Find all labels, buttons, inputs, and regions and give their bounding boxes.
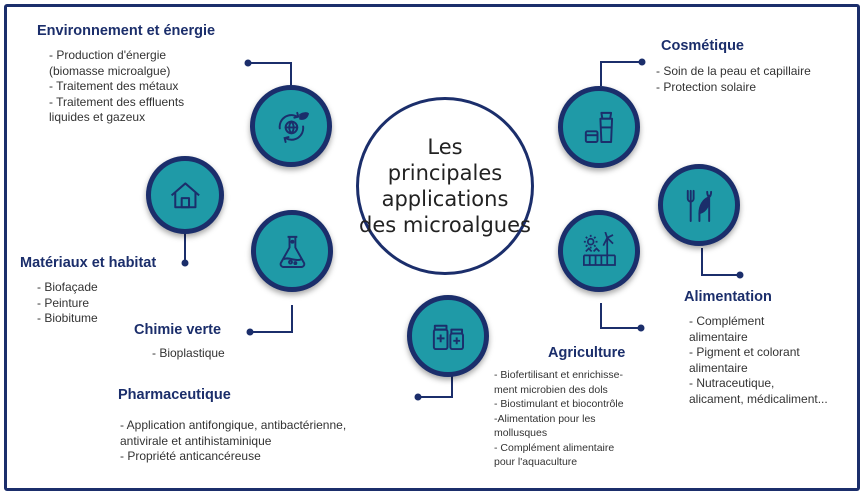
chimie-circle (251, 210, 333, 292)
farm-windmill-icon (580, 232, 619, 271)
materiaux-circle (146, 156, 224, 234)
pharmaceutique-title: Pharmaceutique (118, 387, 231, 403)
list-item: - Application antifongique, antibactérienne, (120, 418, 347, 432)
list-item: alimentaire (689, 329, 748, 344)
connector-cosmetique (601, 62, 642, 86)
list-item: - Biofaçade (37, 280, 98, 294)
environnement-title: Environnement et énergie (37, 23, 216, 39)
list-item: mollusques (494, 427, 548, 439)
chimie-title: Chimie verte (134, 322, 222, 338)
list-item: - Bioplastique (152, 346, 225, 360)
agriculture-title: Agriculture (548, 345, 626, 361)
list-item: (biomasse microalgue) (49, 63, 171, 78)
flask-icon (273, 232, 312, 271)
agriculture-list (494, 368, 624, 470)
pharmaceutique-list (120, 418, 346, 465)
connector-agriculture (601, 303, 641, 328)
list-item: - Peinture (37, 295, 90, 310)
cosmetique-title: Cosmétique (661, 38, 744, 54)
list-item: - Traitement des métaux (49, 79, 179, 93)
alimentation-circle (658, 164, 740, 246)
materiaux-list (37, 280, 98, 327)
list-item: - Biostimulant et biocontrôle (494, 398, 624, 410)
center-title-circle (356, 97, 534, 275)
list-item: antivirale et antihistaminique (120, 433, 272, 448)
list-item: - Propriété anticancéreuse (120, 449, 261, 463)
list-item: - Biobitume (37, 311, 98, 325)
list-item: alimentaire (689, 360, 748, 375)
connector-chimie (250, 305, 292, 332)
list-item: - Traitement des effluents (49, 94, 185, 109)
cosmetique-circle (558, 86, 640, 168)
list-item: ment microbien des dols (494, 383, 608, 396)
medicine-bottles-icon (429, 317, 468, 356)
list-item: - Protection solaire (656, 79, 757, 94)
alimentation-title: Alimentation (684, 289, 772, 305)
materiaux-title: Matériaux et habitat (20, 255, 157, 271)
list-item: - Complément alimentaire (494, 441, 615, 454)
connector-environnement (248, 63, 291, 85)
list-item: - Complément (689, 314, 765, 328)
fork-leaf-icon (680, 186, 719, 225)
list-item: liquides et gazeux (49, 110, 146, 124)
list-item: - Pigment et colorant (689, 345, 800, 359)
house-icon (167, 177, 204, 214)
list-item: alicament, médicaliment... (689, 391, 828, 406)
environnement-list (49, 48, 184, 126)
list-item: - Biofertilisant et enrichisse- (494, 369, 623, 381)
alimentation-list (689, 314, 828, 407)
cosmetique-list (656, 64, 811, 95)
list-item: - Production d'énergie (49, 48, 167, 62)
list-item: -Alimentation pour les (494, 412, 596, 425)
cosmetic-tube-icon (580, 108, 619, 147)
center-title: Les principales applications des microalgues (359, 135, 531, 237)
list-item: - Nutraceutique, (689, 376, 775, 390)
environnement-circle (250, 85, 332, 167)
pharmaceutique-circle (407, 295, 489, 377)
list-item: - Soin de la peau et capillaire (656, 64, 811, 78)
chimie-list (152, 346, 225, 362)
connector-pharma (418, 375, 452, 397)
connector-alimentation (702, 248, 740, 275)
agriculture-circle (558, 210, 640, 292)
list-item: pour l'aquaculture (494, 456, 578, 468)
globe-recycle-icon (272, 107, 311, 146)
